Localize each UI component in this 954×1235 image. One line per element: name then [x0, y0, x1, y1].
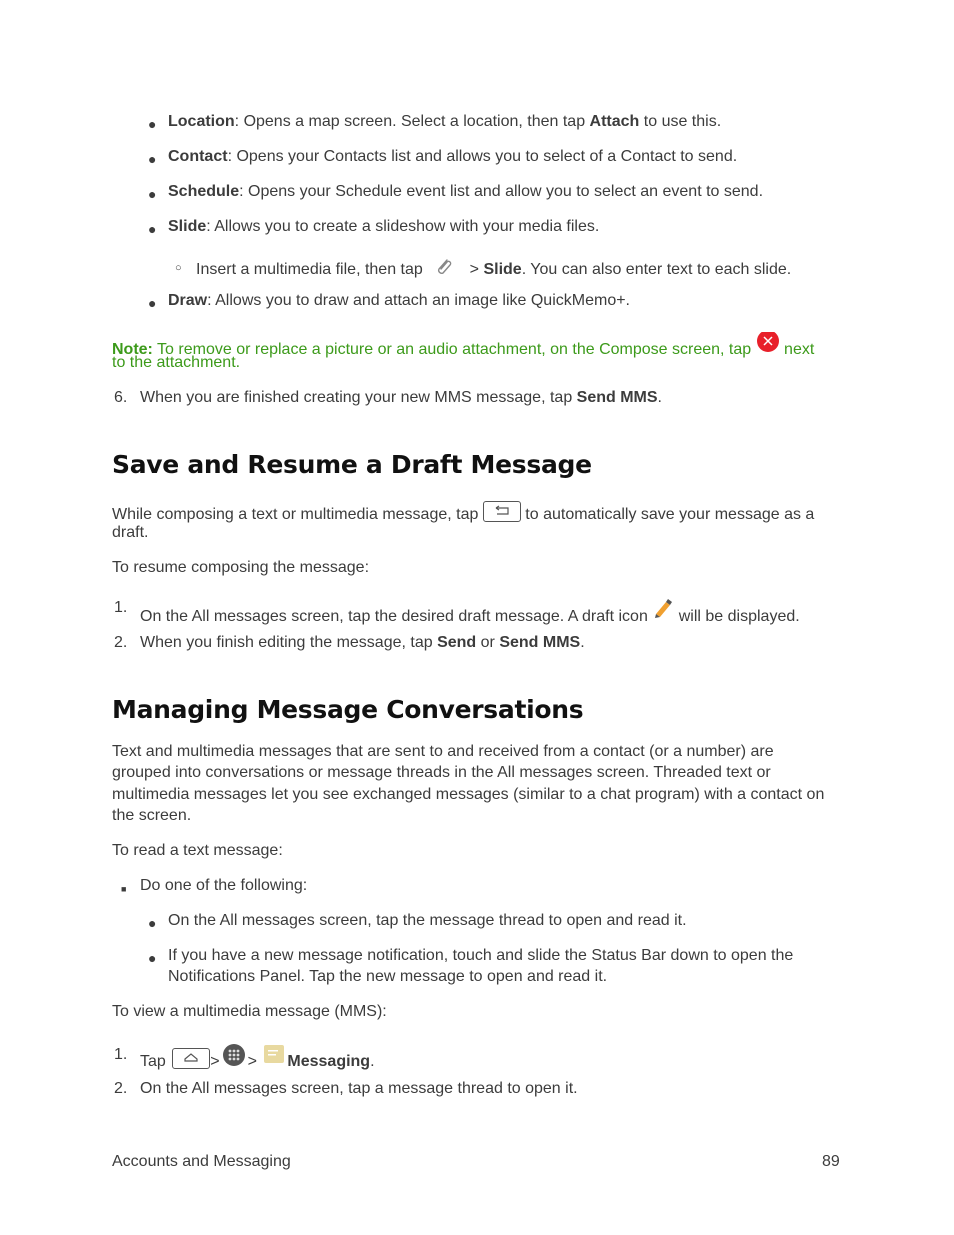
paperclip-icon — [433, 256, 455, 284]
step-text: Tap — [140, 1053, 166, 1070]
term: Contact — [168, 148, 228, 165]
bullet-text: Insert a multimedia file, then tap — [196, 261, 423, 279]
option-1: On the All messages screen, tap the message thread to open and read it. — [168, 912, 687, 929]
step-text: will be displayed. — [674, 608, 800, 625]
bullet-text: . You can also enter text to each slide. — [521, 261, 792, 279]
term: Location — [168, 113, 235, 130]
term: Slide — [483, 261, 522, 279]
term: Slide — [168, 218, 207, 235]
option-2-line-1: If you have a new message notification, touch and slide the Status Bar down to open the — [168, 947, 794, 964]
slide-bullet — [168, 216, 599, 237]
step-number: 1. — [114, 1046, 128, 1063]
term: Attach — [589, 113, 640, 130]
step-text: or — [476, 634, 500, 651]
bullet-dot: ● — [148, 221, 157, 237]
term: Messaging — [287, 1053, 371, 1070]
home-key-icon — [172, 1048, 210, 1069]
term: Send MMS — [576, 389, 658, 406]
term: Send MMS — [499, 634, 581, 651]
resume-intro: To resume composing the message: — [112, 559, 370, 576]
footer-page-number: 89 — [822, 1153, 840, 1170]
bullet-text: : Opens your Contacts list and allows you to select of a Contact to send. — [227, 148, 738, 165]
step-text: When you are finished creating your new MMS message, tap — [140, 389, 577, 406]
note-text: To remove or replace a picture or an audio attachment, on the Compose screen, tap — [152, 341, 752, 358]
square-bullet: ■ — [121, 884, 127, 894]
contact-bullet — [168, 146, 737, 167]
bullet-text: : Opens your Schedule event list and allow you to select an event to send. — [239, 183, 764, 200]
apps-icon — [222, 1044, 246, 1074]
mms-intro: To view a multimedia message (MMS): — [112, 1003, 387, 1020]
bullet-text: : Opens a map screen. Select a location, then tap — [234, 113, 590, 130]
bullet-dot: ● — [148, 151, 157, 167]
draft-step-2 — [140, 632, 585, 653]
step-text: . — [657, 389, 662, 406]
separator: > — [210, 1053, 220, 1070]
step-number: 2. — [114, 634, 128, 651]
draft-pencil-icon — [652, 597, 674, 625]
draft-step-1 — [140, 597, 800, 627]
step-text: When you finish editing the message, tap — [140, 634, 438, 651]
step-number: 6. — [114, 389, 128, 406]
conv-para-line-4: the screen. — [112, 807, 192, 824]
conv-para-line-3: multimedia messages let you see exchanged messages (similar to a chat program) with a contact on — [112, 786, 825, 803]
note-text: to the attachment. — [112, 354, 241, 371]
bullet-dot: ● — [148, 186, 157, 202]
option-2-line-2: Notifications Panel. Tap the new message to open and read it. — [168, 968, 608, 985]
bullet-dot: ● — [148, 295, 157, 311]
footer-section-title: Accounts and Messaging — [112, 1153, 291, 1170]
bullet-dot: ● — [148, 950, 157, 966]
step-6 — [140, 387, 662, 408]
sub-bullet-circle: ○ — [175, 262, 182, 274]
bullet-text: to use this. — [639, 113, 722, 130]
conv-para-line-1: Text and multimedia messages that are sent to and received from a contact (or a number) are — [112, 743, 774, 760]
read-intro: To read a text message: — [112, 842, 283, 859]
remove-attachment-icon — [756, 332, 780, 362]
draft-para-line-2: draft. — [112, 524, 149, 541]
draft-para-line-1 — [112, 501, 814, 525]
separator: > — [247, 1053, 257, 1070]
slide-sub-bullet — [196, 256, 791, 284]
schedule-bullet — [168, 181, 763, 202]
mms-step-2: On the All messages screen, tap a message thread to open it. — [140, 1080, 578, 1097]
step-number: 2. — [114, 1080, 128, 1097]
bullet-dot: ● — [148, 116, 157, 132]
note-line-2 — [112, 352, 240, 373]
term: Draw — [168, 292, 208, 309]
note-label: Note: — [112, 341, 153, 358]
messaging-app-icon — [263, 1044, 285, 1072]
step-text: . — [580, 634, 585, 651]
section-heading-conversations: Managing Message Conversations — [112, 695, 584, 724]
section-heading-draft: Save and Resume a Draft Message — [112, 450, 592, 479]
bullet-text: : Allows you to draw and attach an image like QuickMemo+. — [207, 292, 630, 309]
para-text: While composing a text or multimedia message, tap — [112, 506, 479, 523]
draw-bullet — [168, 290, 630, 311]
do-one-of: Do one of the following: — [140, 877, 308, 894]
step-text: . — [370, 1053, 375, 1070]
separator: > — [465, 261, 484, 279]
note-text: next — [779, 341, 815, 358]
location-bullet — [168, 111, 721, 132]
step-text: On the All messages screen, tap the desired draft message. A draft icon — [140, 608, 648, 625]
bullet-dot: ● — [148, 915, 157, 931]
step-number: 1. — [114, 599, 128, 616]
para-text: to automatically save your message as a — [525, 506, 815, 523]
bullet-text: : Allows you to create a slideshow with your media files. — [206, 218, 600, 235]
mms-step-1 — [140, 1044, 375, 1074]
back-key-icon — [483, 501, 521, 522]
term: Schedule — [168, 183, 240, 200]
conv-para-line-2: grouped into conversations or message threads in the All messages screen. Threaded text or — [112, 764, 771, 781]
term: Send — [437, 634, 477, 651]
